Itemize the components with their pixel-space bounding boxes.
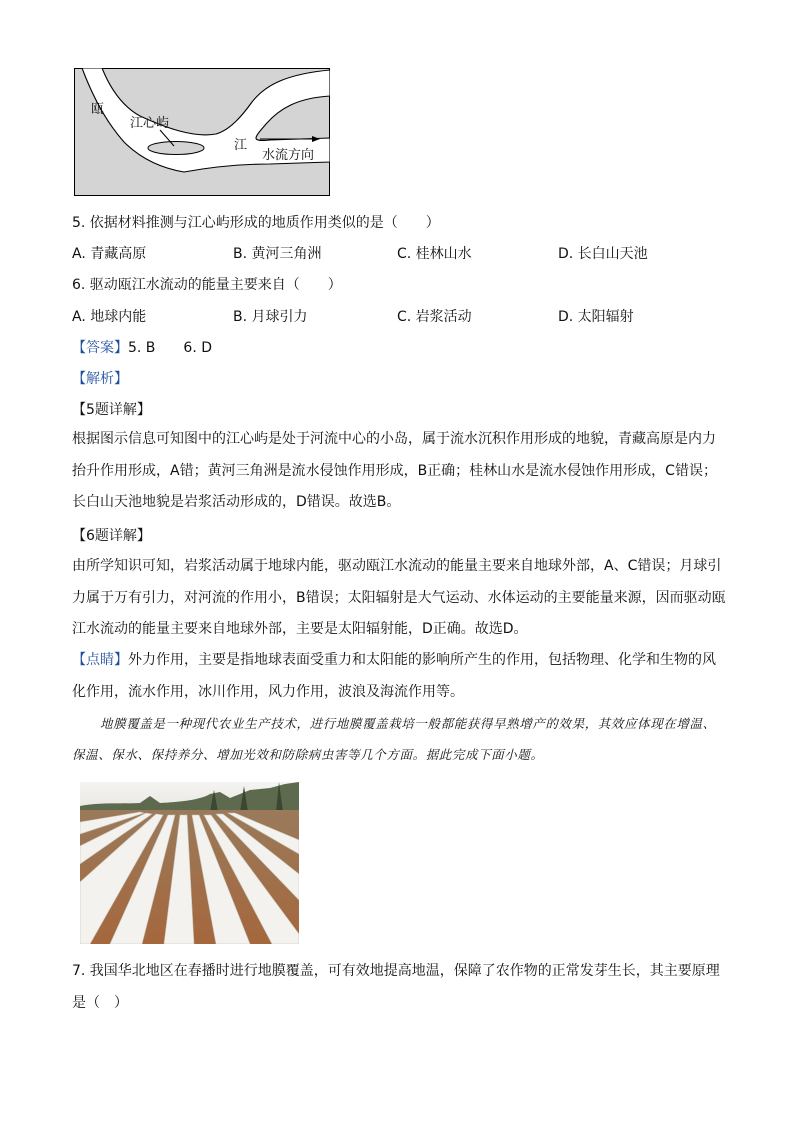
q6-detail-label: 【6题详解】 bbox=[72, 528, 151, 544]
q5-stem: 5. 依据材料推测与江心屿形成的地质作用类似的是（ ） bbox=[72, 215, 440, 231]
q6-option-a: A. 地球内能 bbox=[72, 309, 147, 325]
q6-option-b: B. 月球引力 bbox=[233, 309, 308, 325]
q6-option-d: D. 太阳辐射 bbox=[558, 309, 634, 325]
tip-paragraph bbox=[72, 645, 726, 708]
answer-label: 【答案】 bbox=[72, 340, 128, 356]
q5-detail-text: 根据图示信息可知图中的江心屿是处于河流中心的小岛，属于流水沉积作用形成的地貌，青藏高原是内力抬升作用形成，A错；黄河三角洲是流水侵蚀作用形成，B正确；桂林山水是流水侵蚀作用形成，C错误；长白山天池地貌是岩浆活动形成的，D错误。故选B。 bbox=[72, 431, 717, 510]
analysis-label: 【解析】 bbox=[72, 371, 128, 387]
map-label-jiang: 江 bbox=[234, 138, 248, 153]
q6-stem: 6. 驱动瓯江水流动的能量主要来自（ ） bbox=[72, 277, 342, 293]
answer-line bbox=[72, 338, 212, 358]
q6-detail-text: 由所学知识可知，岩浆活动属于地球内能，驱动瓯江水流动的能量主要来自地球外部，A、C错误；月球引力属于万有引力，对河流的作用小，B错误；太阳辐射是大气运动、水体运动的主要能量来源，因而驱动瓯江水流动的能量主要来自地球外部，主要是太阳辐射能，D正确。故选D。 bbox=[72, 558, 726, 637]
material-paragraph: 地膜覆盖是一种现代农业生产技术，进行地膜覆盖栽培一般都能获得早熟增产的效果，其效应体现在增温、保温、保水、保持养分、增加光效和防除病虫害等几个方面。据此完成下面小题。 bbox=[72, 716, 716, 762]
q5-option-b: B. 黄河三角洲 bbox=[233, 246, 322, 262]
island-shape bbox=[148, 142, 204, 155]
q6-option-c: C. 岩浆活动 bbox=[397, 309, 472, 325]
q7-stem: 7. 我国华北地区在春播时进行地膜覆盖，可有效地提高地温，保障了农作物的正常发芽生长，其主要原理是（ ） bbox=[72, 963, 720, 1011]
q5-detail-label: 【5题详解】 bbox=[72, 402, 151, 418]
map-label-flow: 水流方向 bbox=[262, 148, 315, 163]
river-map bbox=[74, 68, 330, 196]
map-label-ou: 瓯 bbox=[91, 102, 105, 117]
plastic-mulch-field-photo bbox=[80, 782, 299, 944]
tip-label: 【点睛】 bbox=[72, 652, 128, 668]
q5-option-c: C. 桂林山水 bbox=[397, 246, 472, 262]
answer-text: 5. B 6. D bbox=[128, 340, 212, 356]
map-label-island: 江心屿 bbox=[130, 116, 170, 131]
q5-option-d: D. 长白山天池 bbox=[558, 246, 648, 262]
tip-text: 外力作用，主要是指地球表面受重力和太阳能的影响所产生的作用，包括物理、化学和生物的风化作用，流水作用，冰川作用，风力作用，波浪及海流作用等。 bbox=[72, 652, 716, 700]
q5-option-a: A. 青藏高原 bbox=[72, 246, 147, 262]
